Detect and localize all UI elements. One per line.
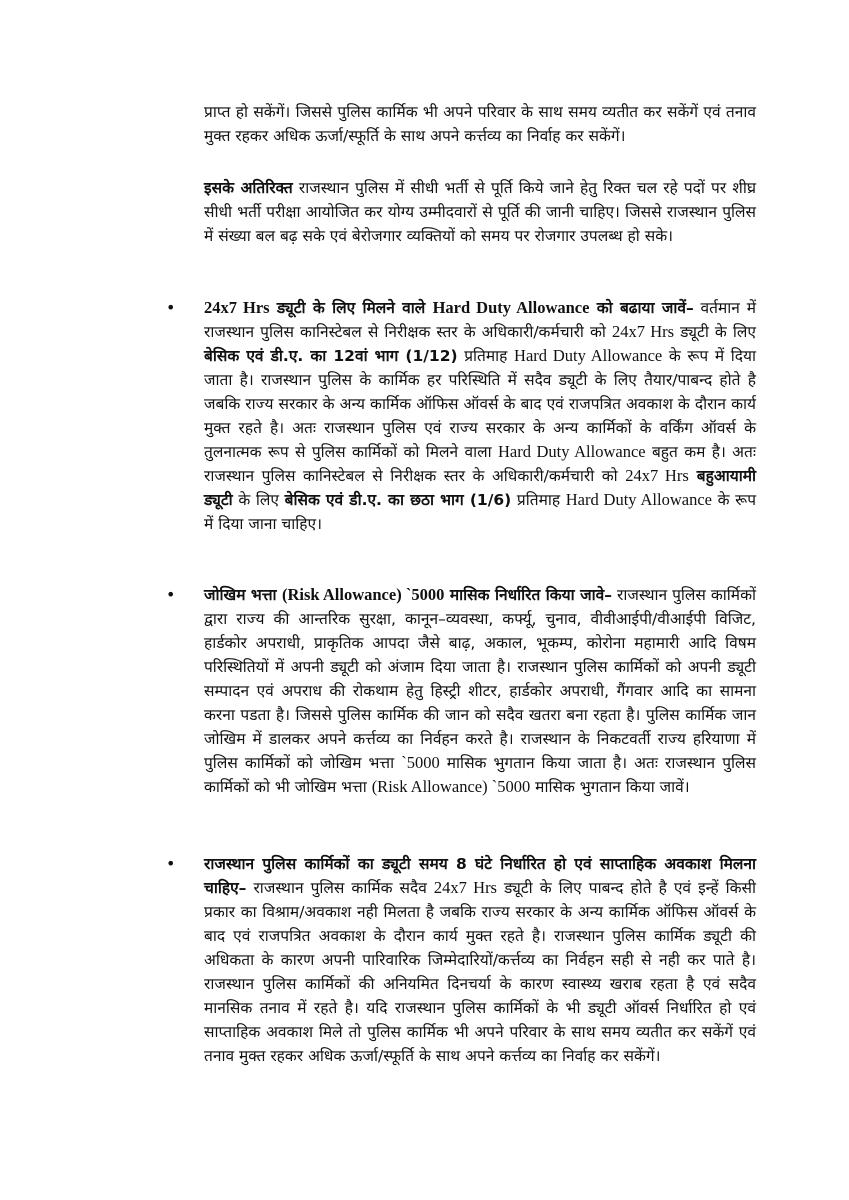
intro-text: प्राप्त हो सकेंगें। जिससे पुलिस कार्मिक भी अपने परिवार के साथ समय व्यतीत कर सकेंगें एवं तनाव मुक्त रहकर अधिक ऊर्जा/स्फूर्ति के साथ अपने कर्त्तव्य का निर्वाह कर सकेंगें। <box>204 103 756 145</box>
additional-paragraph <box>204 176 756 248</box>
hard-duty-allowance-section: 24x7 Hrs ड्यूटी के लिए मिलने वाले Hard Duty Allowance को बढाया जावें– वर्तमान में राजस्थान पुलिस कानिस्टेबल से निरीक्षक स्तर के अधिकारी/कर्मचारी को 24x7 Hrs ड्यूटी के लिए बेसिक एवं डी.ए. का 12वां भाग (1/12) प्रतिमाह Hard Duty Allowance के रूप में दिया जाता है। राजस्थान पुलिस के कार्मिक हर परिस्थिति में सदैव ड्यूटी के लिए तैयार/पाबन्द होते है जबकि राज्य सरकार के अन्य कार्मिक ऑफिस ऑवर्स के बाद एवं राजपत्रित अवकाश के दौरान कार्य मुक्त रहते है। अतः राजस्थान पुलिस एवं राज्य सरकार के अन्य कार्मिकों के वर्किंग ऑवर्स के तुलनात्मक रूप से पुलिस कार्मिकों को मिलने वाला Hard Duty Allowance बहुत कम है। अतः राजस्थान पुलिस कानिस्टेबल से निरीक्षक स्तर के अधिकारी/कर्मचारी को 24x7 Hrs बहुआयामी ड्यूटी के लिए बेसिक एवं डी.ए. का छठा भाग (1/6) प्रतिमाह Hard Duty Allowance के रूप में दिया जाना चाहिए। <box>204 298 757 533</box>
bullet-duty-hours: • <box>166 854 176 873</box>
duty-hours-heading: राजस्थान पुलिस कार्मिकों का ड्यूटी समय 8 घंटे निर्धारित हो एवं साप्ताहिक अवकाश मिलना चाहिए– <box>204 855 756 897</box>
bullet-risk-allowance: • <box>166 585 176 604</box>
hard-duty-heading: 24x7 Hrs ड्यूटी के लिए मिलने वाले Hard Duty Allowance को बढाया जावें– <box>204 298 694 317</box>
intro-paragraph <box>204 100 756 148</box>
additional-text: राजस्थान पुलिस में सीधी भर्ती से पूर्ति किये जाने हेतु रिक्त चल रहे पदों पर शीघ्र सीधी भर्ती परीक्षा आयोजित कर योग्य उम्मीदवारों से पूर्ति की जानी चाहिए। जिससे राजस्थान पुलिस में संख्या बल बढ़ सके एवं बेरोजगार व्यक्तियों को समय पर रोजगार उपलब्ध हो सके। <box>204 179 757 245</box>
risk-allowance-section: जोखिम भत्ता (Risk Allowance) `5000 मासिक निर्धारित किया जावे– राजस्थान पुलिस कार्मिकों द्वारा राज्य की आन्तरिक सुरक्षा, कानून–व्यवस्था, कर्फ्यू, चुनाव, वीवीआईपी/वीआईपी विजिट, हार्डकोर अपराधी, प्राकृतिक आपदा जैसे बाढ़, अकाल, भूकम्प, कोरोना महामारी आदि विषम परिस्थितियों में अपनी ड्यूटी को अंजाम दिया जाता है। राजस्थान पुलिस कार्मिकों को अपनी ड्यूटी सम्पादन एवं अपराध की रोकथाम हेतु हिस्ट्री शीटर, हार्डकोर अपराधी, गैंगवार आदि का सामना करना पडता है। जिससे पुलिस कार्मिक की जान को सदैव खतरा बना रहता है। पुलिस कार्मिक जान जोखिम में डालकर अपने कर्त्तव्य का निर्वहन करते है। राजस्थान के निकटवर्ती राज्य हरियाणा में पुलिस कार्मिकों को जोखिम भत्ता `5000 मासिक भुगतान किया जाता है। अतः राजस्थान पुलिस कार्मिकों को भी जोखिम भत्ता (Risk Allowance) `5000 मासिक भुगतान किया जावें। <box>204 585 756 796</box>
duty-hours-section: राजस्थान पुलिस कार्मिकों का ड्यूटी समय 8 घंटे निर्धारित हो एवं साप्ताहिक अवकाश मिलना चाहिए– राजस्थान पुलिस कार्मिक सदैव 24x7 Hrs ड्यूटी के लिए पाबन्द होते है एवं इन्हें किसी प्रकार का विश्राम/अवकाश नही मिलता है जबकि राज्य सरकार के अन्य कार्मिक ऑफिस ऑवर्स के बाद एवं राजपत्रित अवकाश के दौरान कार्य मुक्त रहते है। राजस्थान पुलिस कार्मिक ड्यूटी की अधिकता के कारण अपनी पारिवारिक जिम्मेदारियों/कर्त्तव्य का निर्वहन सही से नही कर पाते है। राजस्थान पुलिस कार्मिकों की अनियमित दिनचर्या के कारण स्वास्थ्य खराब रहता है एवं सदैव मानसिक तनाव में रहते है। यदि राजस्थान पुलिस कार्मिकों के भी ड्यूटी ऑवर्स निर्धारित हो एवं साप्ताहिक अवकाश मिले तो पुलिस कार्मिक भी अपने परिवार के साथ समय व्यतीत कर सकेंगें एवं तनाव मुक्त रहकर अधिक ऊर्जा/स्फूर्ति के साथ अपने कर्त्तव्य का निर्वाह कर सकेंगें। <box>204 855 756 1065</box>
bullet-hard-duty: • <box>166 298 176 317</box>
risk-allowance-heading: जोखिम भत्ता (Risk Allowance) `5000 मासिक निर्धारित किया जावे– <box>204 585 613 604</box>
additional-lead: इसके अतिरिक्त <box>204 179 293 197</box>
